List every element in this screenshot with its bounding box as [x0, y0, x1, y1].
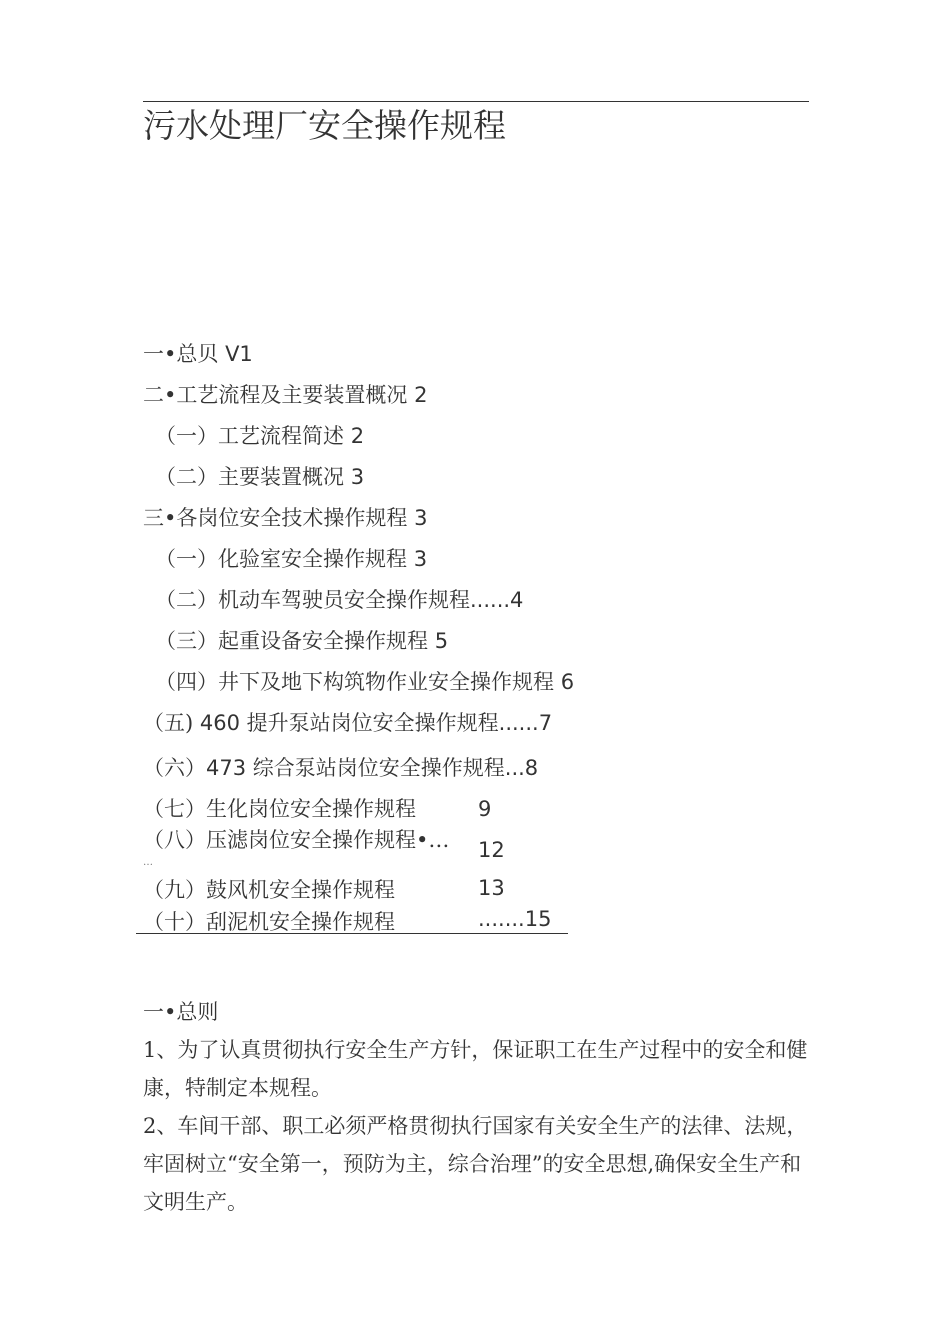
- document-title: 污水处理厂安全操作规程: [143, 106, 506, 145]
- toc-entry-label: （五): [143, 711, 200, 735]
- toc-entry-label: （九）鼓风机安全操作规程: [143, 878, 395, 902]
- toc-entry[interactable]: [155, 545, 427, 573]
- toc-entry[interactable]: [143, 908, 395, 936]
- toc-entry-label: 一•总贝: [143, 342, 226, 366]
- toc-entry[interactable]: [143, 340, 253, 368]
- toc-entry-page: 2: [350, 424, 365, 448]
- toc-entry-number: 460: [199, 711, 240, 735]
- toc-entry[interactable]: [155, 422, 364, 450]
- toc-entry-page: 5: [434, 629, 449, 653]
- toc-entry-label: 综合泵站岗位安全操作规程: [246, 756, 505, 780]
- toc-entry[interactable]: [143, 381, 427, 409]
- section-heading: 一•总则: [143, 1000, 219, 1024]
- toc-entry-page: 13: [478, 876, 505, 900]
- toc-entry[interactable]: [143, 504, 427, 532]
- toc-entry-label: （四）井下及地下构筑物作业安全操作规程: [155, 670, 561, 694]
- toc-entry-label: 三•各岗位安全技术操作规程: [143, 506, 415, 530]
- toc-entry-label: （二）机动车驾驶员安全操作规程: [155, 588, 470, 612]
- toc-entry[interactable]: [155, 668, 574, 696]
- toc-entry-label: 提升泵站岗位安全操作规程: [239, 711, 499, 735]
- toc-entry[interactable]: [155, 586, 523, 614]
- paragraph: 2、车间干部、职工必须严格贯彻执行国家有关安全生产的法律、法规，牢固树立“安全第一，预防为主，综合治理”的安全思想,确保安全生产和文明生产。: [143, 1114, 808, 1214]
- toc-entry-label: （七）生化岗位安全操作规程: [143, 797, 416, 821]
- title-rule: [143, 101, 809, 102]
- toc-entry-page: 6: [560, 670, 575, 694]
- toc-entry[interactable]: [143, 709, 552, 737]
- toc-entry[interactable]: [143, 795, 416, 823]
- toc-entry-label: （十）刮泥机安全操作规程: [143, 910, 395, 934]
- toc-rule: [136, 933, 568, 934]
- toc-entry-page: 9: [478, 797, 492, 821]
- toc-entry-page: ......7: [498, 711, 553, 735]
- toc-entry-page: V1: [225, 342, 253, 366]
- toc-entry-page: 3: [414, 506, 428, 530]
- toc-entry-label: （一）工艺流程简述: [155, 424, 351, 448]
- toc-entry[interactable]: [155, 463, 364, 491]
- toc-entry-page: ......4: [470, 588, 524, 612]
- toc-entry-label: （三）起重设备安全操作规程: [155, 629, 435, 653]
- toc-entry-page: 3: [350, 465, 365, 489]
- toc-entry-page: .......15: [478, 907, 552, 931]
- toc-entry-label: （二）主要装置概况: [155, 465, 351, 489]
- toc-entry-label: 二•工艺流程及主要装置概况: [143, 383, 415, 407]
- paragraph: 1、为了认真贯彻执行安全生产方针，保证职工在生产过程中的安全和健康，特制定本规程。: [143, 1038, 808, 1100]
- toc-entry-page: ...8: [504, 756, 539, 780]
- toc-entry-label: （一）化验室安全操作规程: [155, 547, 414, 571]
- toc-entry-page: 2: [414, 383, 428, 407]
- toc-entry-number: 473: [206, 756, 247, 780]
- toc-entry[interactable]: [143, 754, 538, 782]
- toc-entry-page: 3: [413, 547, 428, 571]
- toc-entry-label: （六）: [143, 756, 206, 780]
- stray-mark: …: [143, 857, 153, 868]
- toc-entry-page: 12: [478, 838, 505, 862]
- toc-entry[interactable]: [155, 627, 448, 655]
- toc-entry-label: （八）压滤岗位安全操作规程•…: [143, 828, 450, 852]
- toc-entry[interactable]: [143, 826, 449, 854]
- toc-entry[interactable]: [143, 876, 395, 904]
